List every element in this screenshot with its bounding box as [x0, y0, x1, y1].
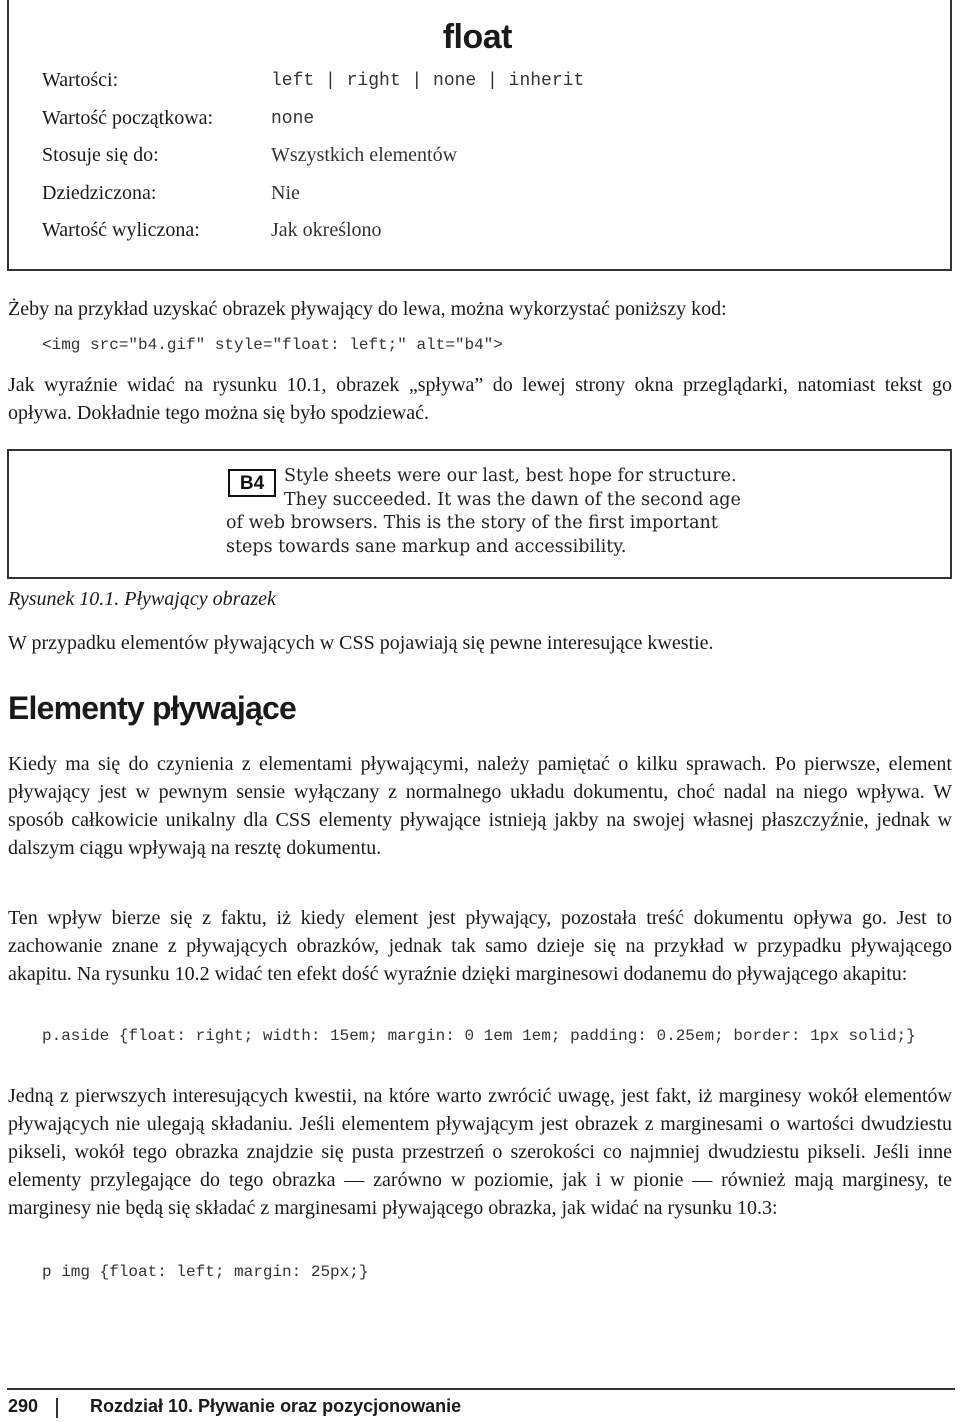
chapter-title: Rozdział 10. Pływanie oraz pozycjonowanie	[90, 1396, 462, 1416]
property-row-label: Wartość wyliczona:	[42, 219, 200, 241]
property-row-value: Wszystkich elementów	[271, 144, 458, 166]
figure-10-1	[7, 449, 952, 579]
property-row-value: Jak określono	[271, 219, 382, 241]
page-number: 290	[8, 1396, 39, 1416]
code-example-aside: p.aside {float: right; width: 15em; margin: 0 1em 1em; padding: 0.25em; border: 1px solid;}	[42, 1027, 916, 1045]
paragraph-figure-reference: Jak wyraźnie widać na rysunku 10.1, obrazek „spływa” do lewej strony okna przeglądarki, natomiast tekst go opływa. Dokładnie tego można się było spodziewać.	[8, 374, 952, 424]
property-row-value: none	[271, 108, 315, 129]
property-row-label: Wartości:	[42, 69, 119, 91]
property-summary-box	[7, 0, 952, 271]
property-row-value: left | right | none | inherit	[271, 71, 585, 91]
property-row-label: Stosuje się do:	[42, 144, 159, 166]
paragraph-floating-elements: Kiedy ma się do czynienia z elementami pływającymi, należy pamiętać o kilku sprawach. Po pierwsze, element pływający jest w pewnym sensie wyłączany z normalnego układu dokumentu, choć nadal na niego wpływa. W sposób całkowicie unikalny dla CSS elementy pływające istnieją jakby na swojej własnej płaszczyźnie, jednak w dalszym ciągu wpływają na resztę dokumentu.	[8, 753, 952, 859]
figure-sample-text-block	[226, 465, 746, 559]
paragraph-float-influence: Ten wpływ bierze się z faktu, iż kiedy element jest pływający, pozostała treść dokumentu opływa go. Jest to zachowanie znane z pływających obrazków, jednak tak samo dzieje się na przykład w przypadku pływającego akapitu. Na rysunku 10.2 widać ten efekt dość wyraźnie dzięki marginesowi dodanemu do pływającego akapitu:	[8, 907, 952, 985]
property-row-label: Wartość początkowa:	[42, 106, 214, 129]
figure-sample-text: Style sheets were our last, best hope for structure. They succeeded. It was the dawn of the second age of web browsers. This is the story of the first important steps towards sane markup and accessibility.	[226, 466, 741, 557]
property-row-label: Dziedziczona:	[42, 181, 157, 204]
code-example-img-float: <img src="b4.gif" style="float: left;" alt="b4">	[42, 336, 503, 354]
intro-paragraph: Żeby na przykład uzyskać obrazek pływający do lewa, można wykorzystać poniższy kod:	[8, 298, 727, 320]
paragraph-interesting-issues: W przypadku elementów pływających w CSS pojawiają się pewne interesujące kwestie.	[8, 632, 714, 654]
b4-image: B4	[228, 469, 276, 497]
figure-caption: Rysunek 10.1. Pływający obrazek	[8, 588, 276, 610]
footer-rule	[7, 1388, 955, 1390]
property-row-value: Nie	[271, 181, 300, 204]
property-name: float	[442, 18, 512, 56]
footer-separator	[56, 1398, 58, 1418]
paragraph-margins: Jedną z pierwszych interesujących kwestii, na które warto zwrócić uwagę, jest fakt, iż marginesy wokół elementów pływających nie ulegają składaniu. Jeśli elementem pływającym jest obrazek z marginesami o wartości dwudziestu pikseli, wokół tego obrazka znajdzie się pusta przestrzeń o szerokości co najmniej dwudziestu pikseli. Jeśli inne elementy przylegające do tego obrazka — zarówno w poziomie, jak i w pionie — również mają marginesy, te marginesy nie będą się składać z marginesami pływającego obrazka, jak widać na rysunku 10.3:	[8, 1085, 952, 1219]
section-heading: Elementy pływające	[8, 690, 296, 726]
code-example-img-margin: p img {float: left; margin: 25px;}	[42, 1263, 369, 1281]
